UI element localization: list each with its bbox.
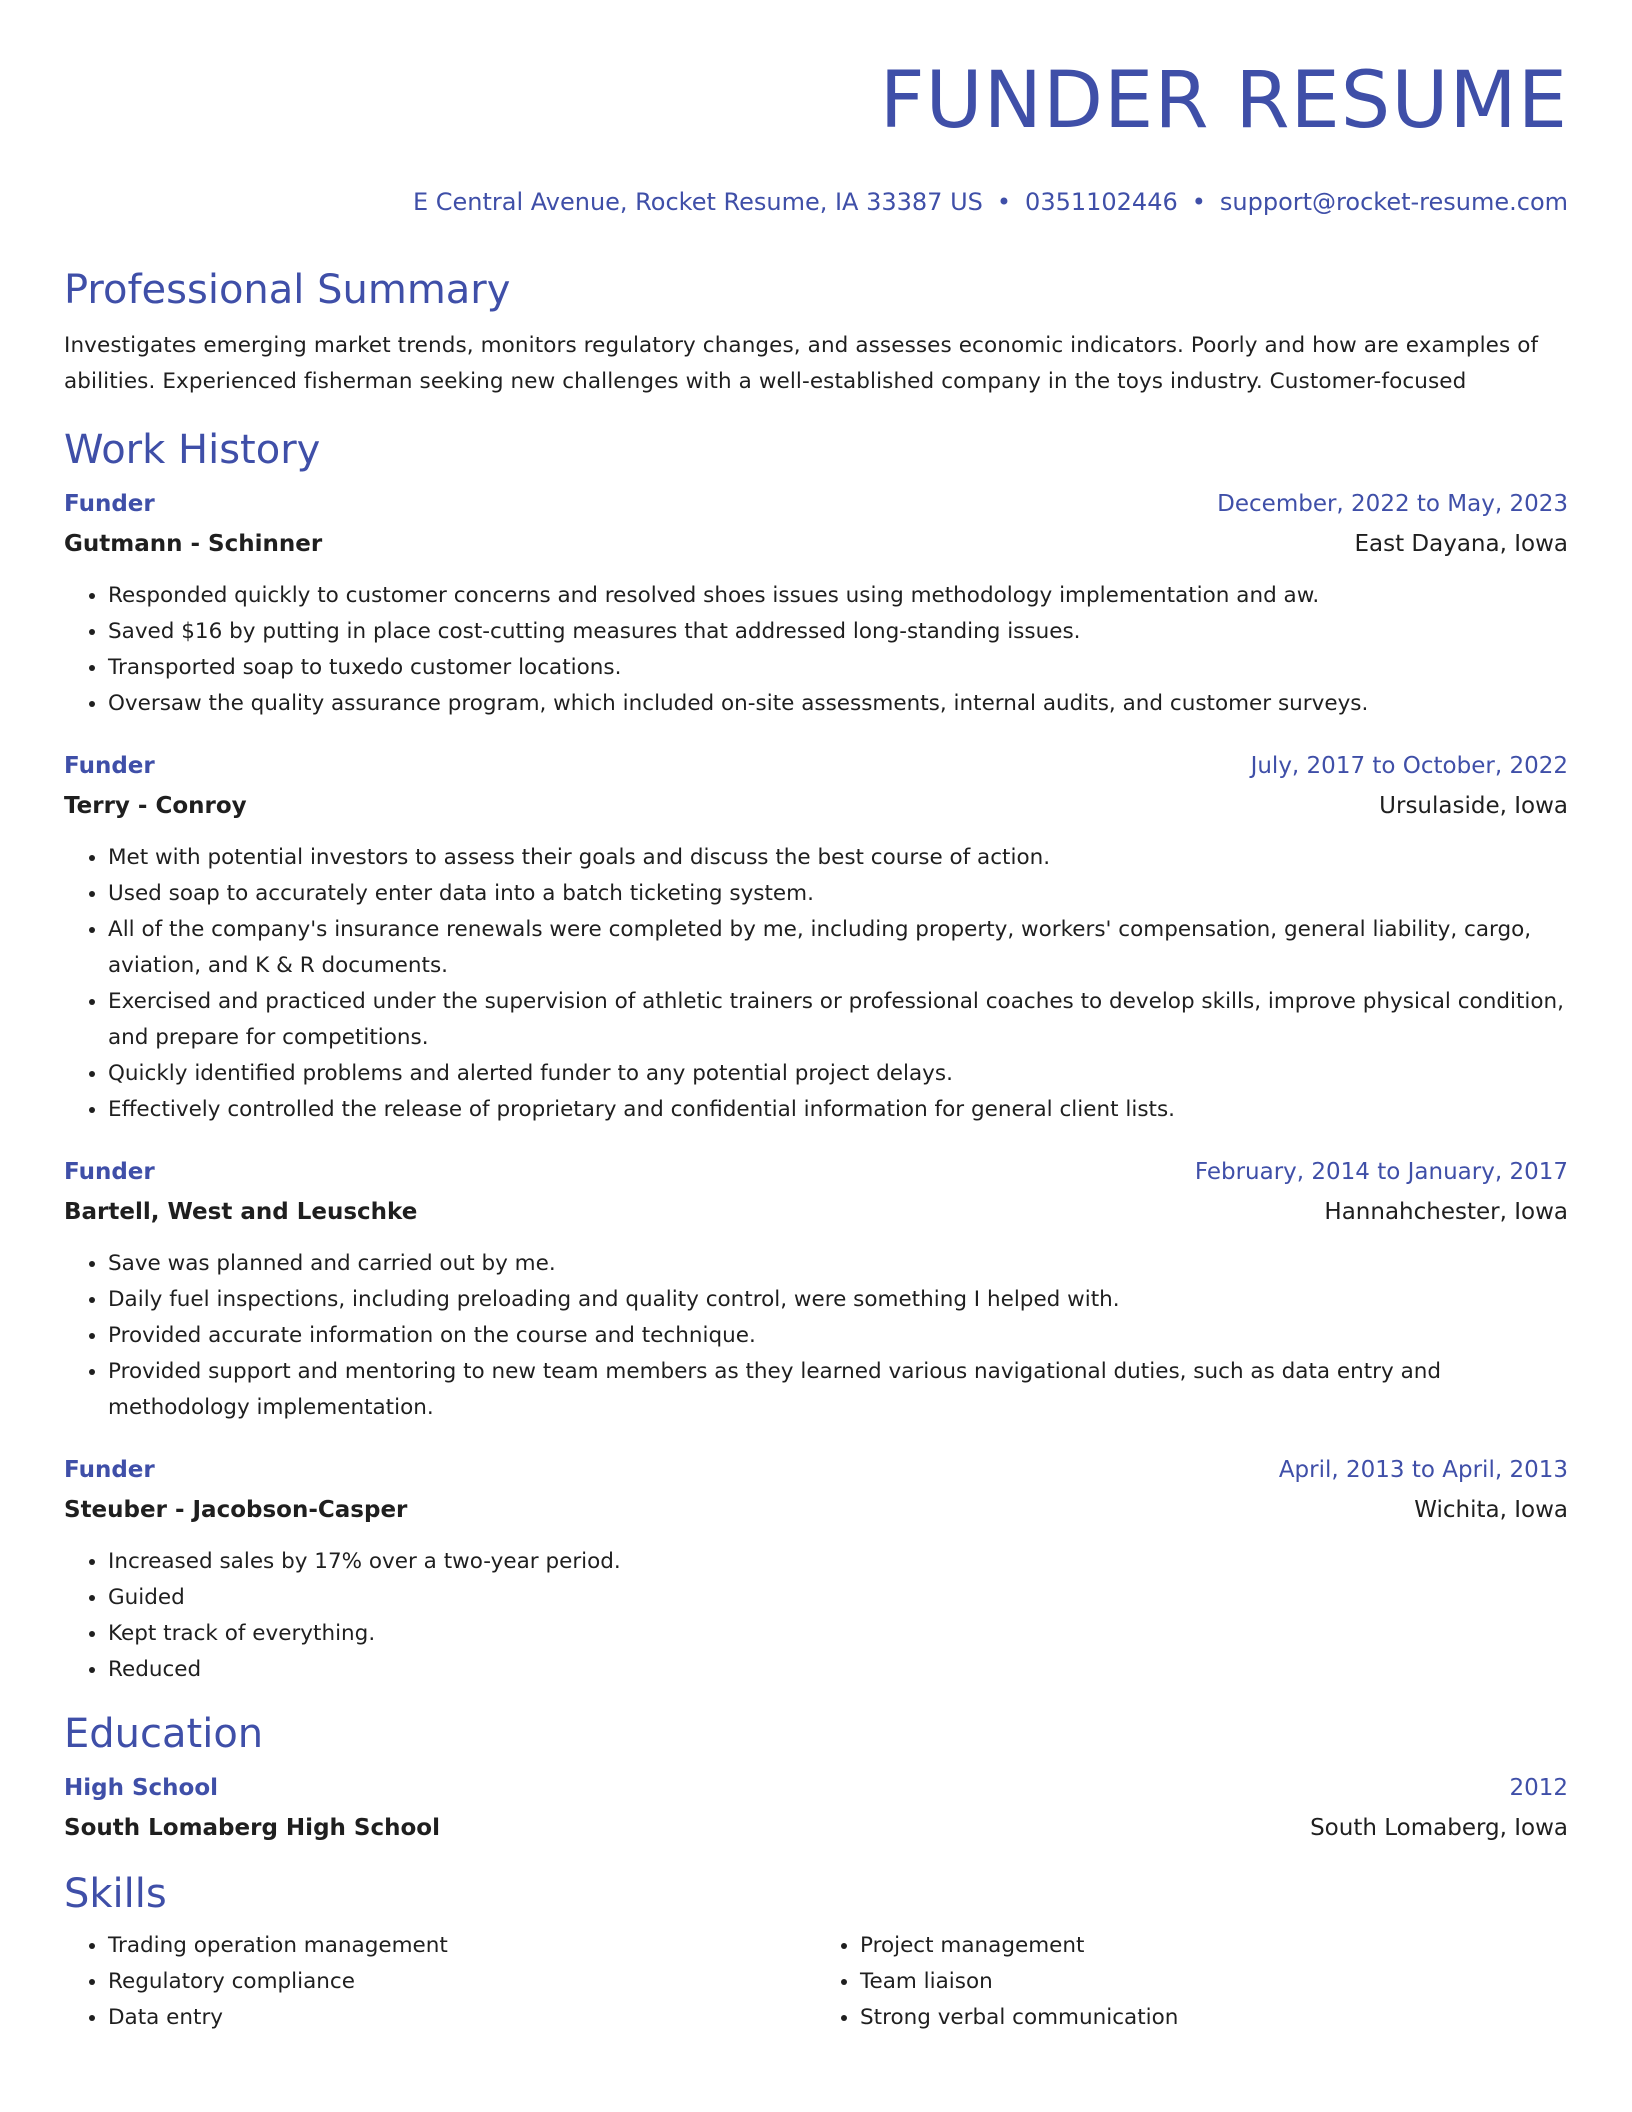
job-company: Steuber - Jacobson-Casper [64,1497,408,1523]
job-role: Funder [64,491,155,517]
job-bullets [64,1544,1568,1688]
list-item: • Team liaison [860,1964,1568,2000]
job-location: East Dayana, Iowa [1354,531,1568,557]
summary-text: Investigates emerging market trends, monitors regulatory changes, and assesses economic indicators. Poorly and how are examples of abilities. Experienced fisherman seeking new challenges with a well-established company in the toys industry. Customer-focused [64,333,1539,394]
job-entry [64,484,1568,722]
list-item: • Saved $16 by putting in place cost-cutting measures that addressed long-standing issues. [108,614,1568,650]
contact-phone: 0351102446 [1025,188,1178,216]
list-item: • Kept track of everything. [108,1616,1568,1652]
job-header [64,1152,1568,1192]
job-entry [64,746,1568,1128]
job-role: Funder [64,1457,155,1483]
job-dates: February, 2014 to January, 2017 [1194,1159,1568,1185]
job-entry [64,1152,1568,1426]
job-company: Terry - Conroy [64,793,247,819]
list-item: • Met with potential investors to assess their goals and discuss the best course of action. [108,840,1568,876]
job-location: Ursulaside, Iowa [1379,793,1568,819]
resume-name: FUNDER RESUME [879,56,1568,146]
list-item: • Strong verbal communication [860,2000,1568,2036]
separator-dot: • [996,188,1012,216]
job-employer [64,1192,1568,1232]
summary-heading: Professional Summary [64,267,511,313]
list-item: • Save was planned and carried out by me. [108,1246,1568,1282]
list-item: • Provided support and mentoring to new team members as they learned various navigational duties, such as data entry and methodology implementation. [108,1354,1568,1426]
list-item: • Used soap to accurately enter data into a batch ticketing system. [108,876,1568,912]
contact-email[interactable]: support@rocket-resume.com [1219,188,1568,216]
education-school-row [64,1808,1568,1848]
list-item: • Increased sales by 17% over a two-year period. [108,1544,1568,1580]
list-item: • Reduced [108,1652,1568,1688]
list-item: • Data entry [108,2000,816,2036]
contact-address: E Central Avenue, Rocket Resume, IA 33387 US [412,188,983,216]
job-role: Funder [64,753,155,779]
list-item: • Provided accurate information on the course and technique. [108,1318,1568,1354]
skills-heading: Skills [64,1871,167,1917]
separator-dot: • [1191,188,1206,216]
job-employer [64,524,1568,564]
skills-column-left [64,1928,816,2036]
list-item: • Effectively controlled the release of proprietary and confidential information for general client lists. [108,1092,1568,1128]
job-location: Wichita, Iowa [1414,1497,1568,1523]
list-item: • Project management [860,1928,1568,1964]
list-item: • Exercised and practiced under the supervision of athletic trainers or professional coaches to develop skills, improve physical condition, and prepare for competitions. [108,984,1568,1056]
list-item: • Quickly identified problems and alerted funder to any potential project delays. [108,1056,1568,1092]
list-item: • Daily fuel inspections, including preloading and quality control, were something I helped with. [108,1282,1568,1318]
job-header [64,746,1568,786]
skills-column-right [816,1928,1568,2036]
job-employer [64,786,1568,826]
job-employer [64,1490,1568,1530]
job-bullets [64,1246,1568,1426]
list-item: • Trading operation management [108,1928,816,1964]
job-dates: July, 2017 to October, 2022 [1250,753,1568,779]
list-item: • Responded quickly to customer concerns and resolved shoes issues using methodology implementation and aw. [108,578,1568,614]
list-item: • All of the company's insurance renewals were completed by me, including property, workers' compensation, general liability, cargo, aviation, and K & R documents. [108,912,1568,984]
list-item: • Oversaw the quality assurance program, which included on-site assessments, internal audits, and customer surveys. [108,686,1568,722]
job-location: Hannahchester, Iowa [1324,1199,1568,1225]
job-company: Bartell, West and Leuschke [64,1199,418,1225]
work-history-heading: Work History [64,427,321,473]
list-item: • Transported soap to tuxedo customer locations. [108,650,1568,686]
education-location: South Lomaberg, Iowa [1310,1815,1568,1841]
job-header [64,484,1568,524]
list-item: • Guided [108,1580,1568,1616]
contact-line [64,184,1568,220]
education-header [64,1768,1568,1808]
job-header [64,1450,1568,1490]
skills-grid [64,1918,1568,2036]
job-dates: April, 2013 to April, 2013 [1278,1457,1568,1483]
job-bullets [64,578,1568,722]
job-bullets [64,840,1568,1128]
education-school: South Lomaberg High School [64,1815,440,1841]
job-company: Gutmann - Schinner [64,531,323,557]
education-heading: Education [64,1711,264,1757]
job-dates: December, 2022 to May, 2023 [1217,491,1568,517]
list-item: • Regulatory compliance [108,1964,816,2000]
job-role: Funder [64,1159,155,1185]
resume-page [64,0,1568,2036]
job-entry [64,1450,1568,1688]
education-year: 2012 [1509,1775,1568,1801]
education-degree: High School [64,1775,219,1801]
